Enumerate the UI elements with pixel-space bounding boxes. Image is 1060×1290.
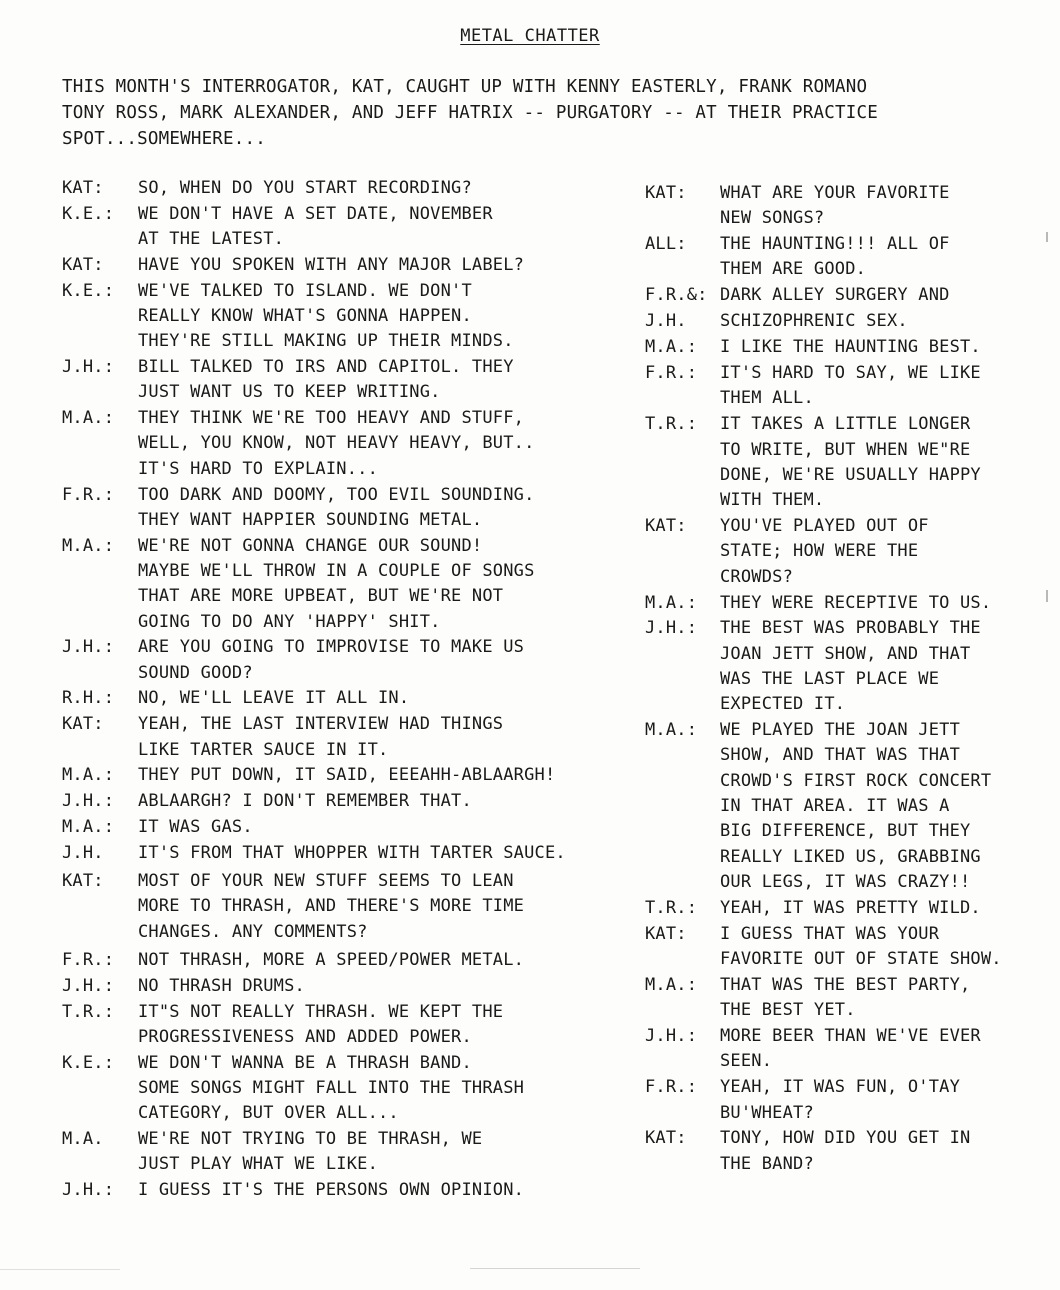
speaker-text (138, 869, 652, 945)
speaker-text (720, 718, 1055, 895)
speaker-text (138, 763, 652, 788)
interview-entry (645, 718, 1055, 895)
text-line: ABLAARGH? I DON'T REMEMBER THAT. (138, 791, 472, 812)
text-line: WITH THEM. (720, 490, 825, 511)
speaker-label: J.H.: (62, 791, 115, 812)
text-line: THEY WANT HAPPIER SOUNDING METAL. (138, 509, 483, 530)
text-line: AT THE LATEST. (138, 229, 285, 250)
text-line: IT'S HARD TO EXPLAIN... (138, 458, 379, 479)
interview-entry (645, 1024, 1055, 1075)
interview-entry (645, 283, 1055, 308)
intro-line: TONY ROSS, MARK ALEXANDER, AND JEFF HATRIX -- PURGATORY -- AT THEIR PRACTICE (62, 103, 878, 123)
interview-entry (645, 412, 1055, 513)
speaker-label: F.R.: (62, 484, 115, 505)
speaker-text (720, 896, 1055, 921)
speaker-text (138, 1178, 652, 1203)
text-line: MORE TO THRASH, AND THERE'S MORE TIME (138, 896, 525, 917)
text-line: TOO DARK AND DOOMY, TOO EVIL SOUNDING. (138, 484, 535, 505)
speaker-label: F.R.: (645, 1077, 698, 1098)
speaker-text (720, 1024, 1055, 1075)
interview-entry (62, 789, 652, 814)
speaker-text (720, 309, 1055, 334)
speaker-label: J.H. (62, 842, 104, 863)
speaker-text (720, 1075, 1055, 1126)
text-line: WE'RE NOT GONNA CHANGE OUR SOUND! (138, 535, 483, 556)
text-line: IT WAS GAS. (138, 816, 253, 837)
text-line: MORE BEER THAN WE'VE EVER (720, 1026, 981, 1047)
text-line: SOME SONGS MIGHT FALL INTO THE THRASH (138, 1077, 525, 1098)
text-line: THAT ARE MORE UPBEAT, BUT WE'RE NOT (138, 586, 504, 607)
speaker-text (138, 406, 652, 482)
scan-mark (470, 1268, 640, 1269)
text-line: PROGRESSIVENESS AND ADDED POWER. (138, 1026, 472, 1047)
text-line: SEEN. (720, 1051, 773, 1072)
text-line: I LIKE THE HAUNTING BEST. (720, 337, 981, 358)
speaker-label: KAT: (62, 178, 104, 198)
text-line: STATE; HOW WERE THE (720, 541, 919, 562)
speaker-label: M.A.: (62, 408, 115, 429)
text-line: THEM ALL. (720, 388, 814, 409)
text-line: BIG DIFFERENCE, BUT THEY (720, 821, 971, 842)
speaker-text (720, 335, 1055, 360)
text-line: THE BAND? (720, 1153, 814, 1174)
text-line: IT'S FROM THAT WHOPPER WITH TARTER SAUCE. (138, 842, 566, 863)
title-text: METAL CHATTER (460, 26, 600, 46)
interview-entry (645, 181, 1055, 232)
text-line: IN THAT AREA. IT WAS A (720, 796, 950, 817)
text-line: JOAN JETT SHOW, AND THAT (720, 643, 971, 664)
speaker-label: J.H.: (645, 618, 698, 639)
speaker-text (720, 1126, 1055, 1177)
speaker-text (720, 232, 1055, 283)
interview-entry (645, 591, 1055, 616)
interview-entry (645, 922, 1055, 973)
speaker-text (138, 948, 652, 973)
text-line: THEM ARE GOOD. (720, 259, 867, 280)
interview-entry (645, 896, 1055, 921)
intro-paragraph (62, 74, 1022, 152)
text-line: WAS THE LAST PLACE WE (720, 668, 940, 689)
speaker-label: M.A.: (62, 816, 115, 837)
interview-entry (62, 406, 652, 482)
scan-mark (1046, 590, 1048, 602)
speaker-text (138, 789, 652, 814)
interview-entry (62, 948, 652, 973)
speaker-text (720, 922, 1055, 973)
intro-line: THIS MONTH'S INTERROGATOR, KAT, CAUGHT UP WITH KENNY EASTERLY, FRANK ROMANO (62, 77, 868, 97)
interview-entry (62, 279, 652, 355)
text-line: NO THRASH DRUMS. (138, 975, 305, 996)
page-title (0, 26, 1060, 46)
text-line: HAVE YOU SPOKEN WITH ANY MAJOR LABEL? (138, 254, 525, 275)
interview-entry (645, 232, 1055, 283)
text-line: NEW SONGS? (720, 208, 825, 229)
text-line: BILL TALKED TO IRS AND CAPITOL. THEY (138, 357, 514, 378)
interview-entry (62, 1000, 652, 1051)
speaker-label: M.A.: (62, 535, 115, 556)
text-line: EXPECTED IT. (720, 694, 846, 715)
interview-entry (645, 616, 1055, 717)
speaker-label: J.H.: (62, 637, 115, 658)
text-line: WE PLAYED THE JOAN JETT (720, 720, 961, 741)
text-line: FAVORITE OUT OF STATE SHOW. (720, 949, 1002, 970)
interview-entry (62, 176, 652, 201)
text-line: IT"S NOT REALLY THRASH. WE KEPT THE (138, 1001, 504, 1022)
speaker-label: J.H.: (645, 1026, 698, 1047)
text-line: SOUND GOOD? (138, 662, 253, 683)
interview-entry (62, 869, 652, 945)
speaker-label: KAT: (62, 254, 104, 275)
speaker-label: T.R.: (62, 1001, 115, 1022)
text-line: YEAH, THE LAST INTERVIEW HAD THINGS (138, 714, 504, 735)
speaker-label: ALL: (645, 234, 687, 255)
interview-entry (62, 202, 652, 253)
interview-entry (62, 686, 652, 711)
text-line: ARE YOU GOING TO IMPROVISE TO MAKE US (138, 637, 525, 658)
text-line: I GUESS THAT WAS YOUR (720, 923, 940, 944)
interview-column-right (645, 181, 1055, 1178)
interview-entry (62, 974, 652, 999)
speaker-label: M.A. (62, 1128, 104, 1149)
speaker-text (138, 1000, 652, 1051)
text-line: REALLY KNOW WHAT'S GONNA HAPPEN. (138, 305, 472, 326)
speaker-text (720, 514, 1055, 590)
text-line: DONE, WE'RE USUALLY HAPPY (720, 464, 981, 485)
interview-entry (62, 841, 652, 866)
text-line: WE'RE NOT TRYING TO BE THRASH, WE (138, 1128, 483, 1149)
speaker-label: K.E.: (62, 203, 115, 224)
speaker-text (138, 712, 652, 763)
speaker-label: F.R.: (62, 949, 115, 970)
speaker-label: M.A.: (645, 720, 698, 741)
text-line: NO, WE'LL LEAVE IT ALL IN. (138, 688, 410, 709)
scan-mark (0, 1269, 120, 1270)
text-line: THEY THINK WE'RE TOO HEAVY AND STUFF, (138, 408, 525, 429)
interview-entry (62, 483, 652, 534)
speaker-text (138, 355, 652, 406)
speaker-label: J.H.: (62, 357, 115, 378)
speaker-text (138, 483, 652, 534)
text-line: IT'S HARD TO SAY, WE LIKE (720, 363, 981, 384)
speaker-label: KAT: (62, 714, 104, 735)
text-line: REALLY LIKED US, GRABBING (720, 846, 981, 867)
scan-mark (1046, 232, 1048, 242)
text-line: WE'VE TALKED TO ISLAND. WE DON'T (138, 280, 472, 301)
speaker-label: KAT: (62, 871, 104, 892)
speaker-label: R.H.: (62, 688, 115, 709)
interview-entry (62, 763, 652, 788)
interview-entry (62, 712, 652, 763)
speaker-text (138, 686, 652, 711)
speaker-text (138, 815, 652, 840)
text-line: CROWD'S FIRST ROCK CONCERT (720, 770, 992, 791)
text-line: OUR LEGS, IT WAS CRAZY!! (720, 871, 971, 892)
interview-column-left (62, 176, 652, 1204)
speaker-label: J.H.: (62, 1180, 115, 1201)
speaker-text (138, 253, 652, 278)
interview-entry (62, 253, 652, 278)
text-line: NOT THRASH, MORE A SPEED/POWER METAL. (138, 949, 525, 970)
text-line: CROWDS? (720, 566, 794, 587)
text-line: WHAT ARE YOUR FAVORITE (720, 183, 950, 203)
speaker-text (720, 412, 1055, 513)
intro-line: SPOT...SOMEWHERE... (62, 129, 266, 149)
speaker-text (720, 361, 1055, 412)
text-line: I GUESS IT'S THE PERSONS OWN OPINION. (138, 1180, 525, 1201)
text-line: CHANGES. ANY COMMENTS? (138, 921, 368, 942)
text-line: DARK ALLEY SURGERY AND (720, 285, 950, 306)
speaker-label: M.A.: (645, 592, 698, 613)
speaker-text (138, 1127, 652, 1178)
speaker-label: J.H.: (62, 975, 115, 996)
interview-entry (645, 361, 1055, 412)
text-line: THEY WERE RECEPTIVE TO US. (720, 592, 992, 613)
interview-entry (62, 815, 652, 840)
speaker-text (720, 283, 1055, 308)
text-line: MAYBE WE'LL THROW IN A COUPLE OF SONGS (138, 560, 535, 581)
text-line: THE HAUNTING!!! ALL OF (720, 234, 950, 255)
interview-entry (645, 309, 1055, 334)
text-line: JUST WANT US TO KEEP WRITING. (138, 382, 441, 403)
speaker-text (720, 973, 1055, 1024)
speaker-text (138, 635, 652, 686)
speaker-text (138, 202, 652, 253)
text-line: THEY'RE STILL MAKING UP THEIR MINDS. (138, 331, 514, 352)
text-line: BU'WHEAT? (720, 1102, 814, 1123)
text-line: MOST OF YOUR NEW STUFF SEEMS TO LEAN (138, 871, 514, 892)
speaker-label: T.R.: (645, 897, 698, 918)
interview-entry (645, 514, 1055, 590)
speaker-label: T.R.: (645, 414, 698, 435)
speaker-text (720, 591, 1055, 616)
text-line: JUST PLAY WHAT WE LIKE. (138, 1154, 379, 1175)
interview-entry (645, 1075, 1055, 1126)
speaker-label: J.H. (645, 311, 687, 332)
text-line: YEAH, IT WAS PRETTY WILD. (720, 897, 981, 918)
text-line: THAT WAS THE BEST PARTY, (720, 974, 971, 995)
interview-entry (62, 1051, 652, 1127)
interview-entry (645, 1126, 1055, 1177)
interview-entry (62, 1178, 652, 1203)
speaker-label: KAT: (645, 923, 687, 944)
text-line: SO, WHEN DO YOU START RECORDING? (138, 178, 472, 198)
speaker-label: M.A.: (62, 765, 115, 786)
text-line: THE BEST YET. (720, 1000, 856, 1021)
speaker-label: KAT: (645, 1128, 687, 1149)
speaker-text (138, 1051, 652, 1127)
text-line: WE DON'T HAVE A SET DATE, NOVEMBER (138, 203, 493, 224)
text-line: TO WRITE, BUT WHEN WE"RE (720, 439, 971, 460)
interview-entry (62, 355, 652, 406)
speaker-text (720, 181, 1055, 232)
text-line: SHOW, AND THAT WAS THAT (720, 745, 961, 766)
interview-entry (645, 335, 1055, 360)
speaker-label: M.A.: (645, 337, 698, 358)
text-line: WE DON'T WANNA BE A THRASH BAND. (138, 1052, 472, 1073)
text-line: SCHIZOPHRENIC SEX. (720, 311, 908, 332)
text-line: THEY PUT DOWN, IT SAID, EEEAHH-ABLAARGH! (138, 765, 556, 786)
text-line: CATEGORY, BUT OVER ALL... (138, 1103, 399, 1124)
interview-entry (62, 635, 652, 686)
speaker-label: KAT: (645, 183, 687, 203)
text-line: WELL, YOU KNOW, NOT HEAVY HEAVY, BUT.. (138, 433, 535, 454)
text-line: GOING TO DO ANY 'HAPPY' SHIT. (138, 611, 441, 632)
text-line: TONY, HOW DID YOU GET IN (720, 1128, 971, 1149)
speaker-label: KAT: (645, 516, 687, 537)
text-line: YOU'VE PLAYED OUT OF (720, 516, 929, 537)
speaker-label: K.E.: (62, 280, 115, 301)
text-line: THE BEST WAS PROBABLY THE (720, 618, 981, 639)
speaker-text (138, 974, 652, 999)
speaker-text (138, 176, 652, 201)
interview-entry (62, 1127, 652, 1178)
text-line: LIKE TARTER SAUCE IN IT. (138, 739, 389, 760)
speaker-label: F.R.&: (645, 285, 708, 306)
speaker-label: F.R.: (645, 363, 698, 384)
speaker-label: K.E.: (62, 1052, 115, 1073)
interview-entry (62, 534, 652, 635)
speaker-text (138, 534, 652, 635)
interview-entry (645, 973, 1055, 1024)
speaker-text (720, 616, 1055, 717)
text-line: YEAH, IT WAS FUN, O'TAY (720, 1077, 961, 1098)
speaker-text (138, 279, 652, 355)
text-line: IT TAKES A LITTLE LONGER (720, 414, 971, 435)
speaker-text (138, 841, 652, 866)
speaker-label: M.A.: (645, 974, 698, 995)
